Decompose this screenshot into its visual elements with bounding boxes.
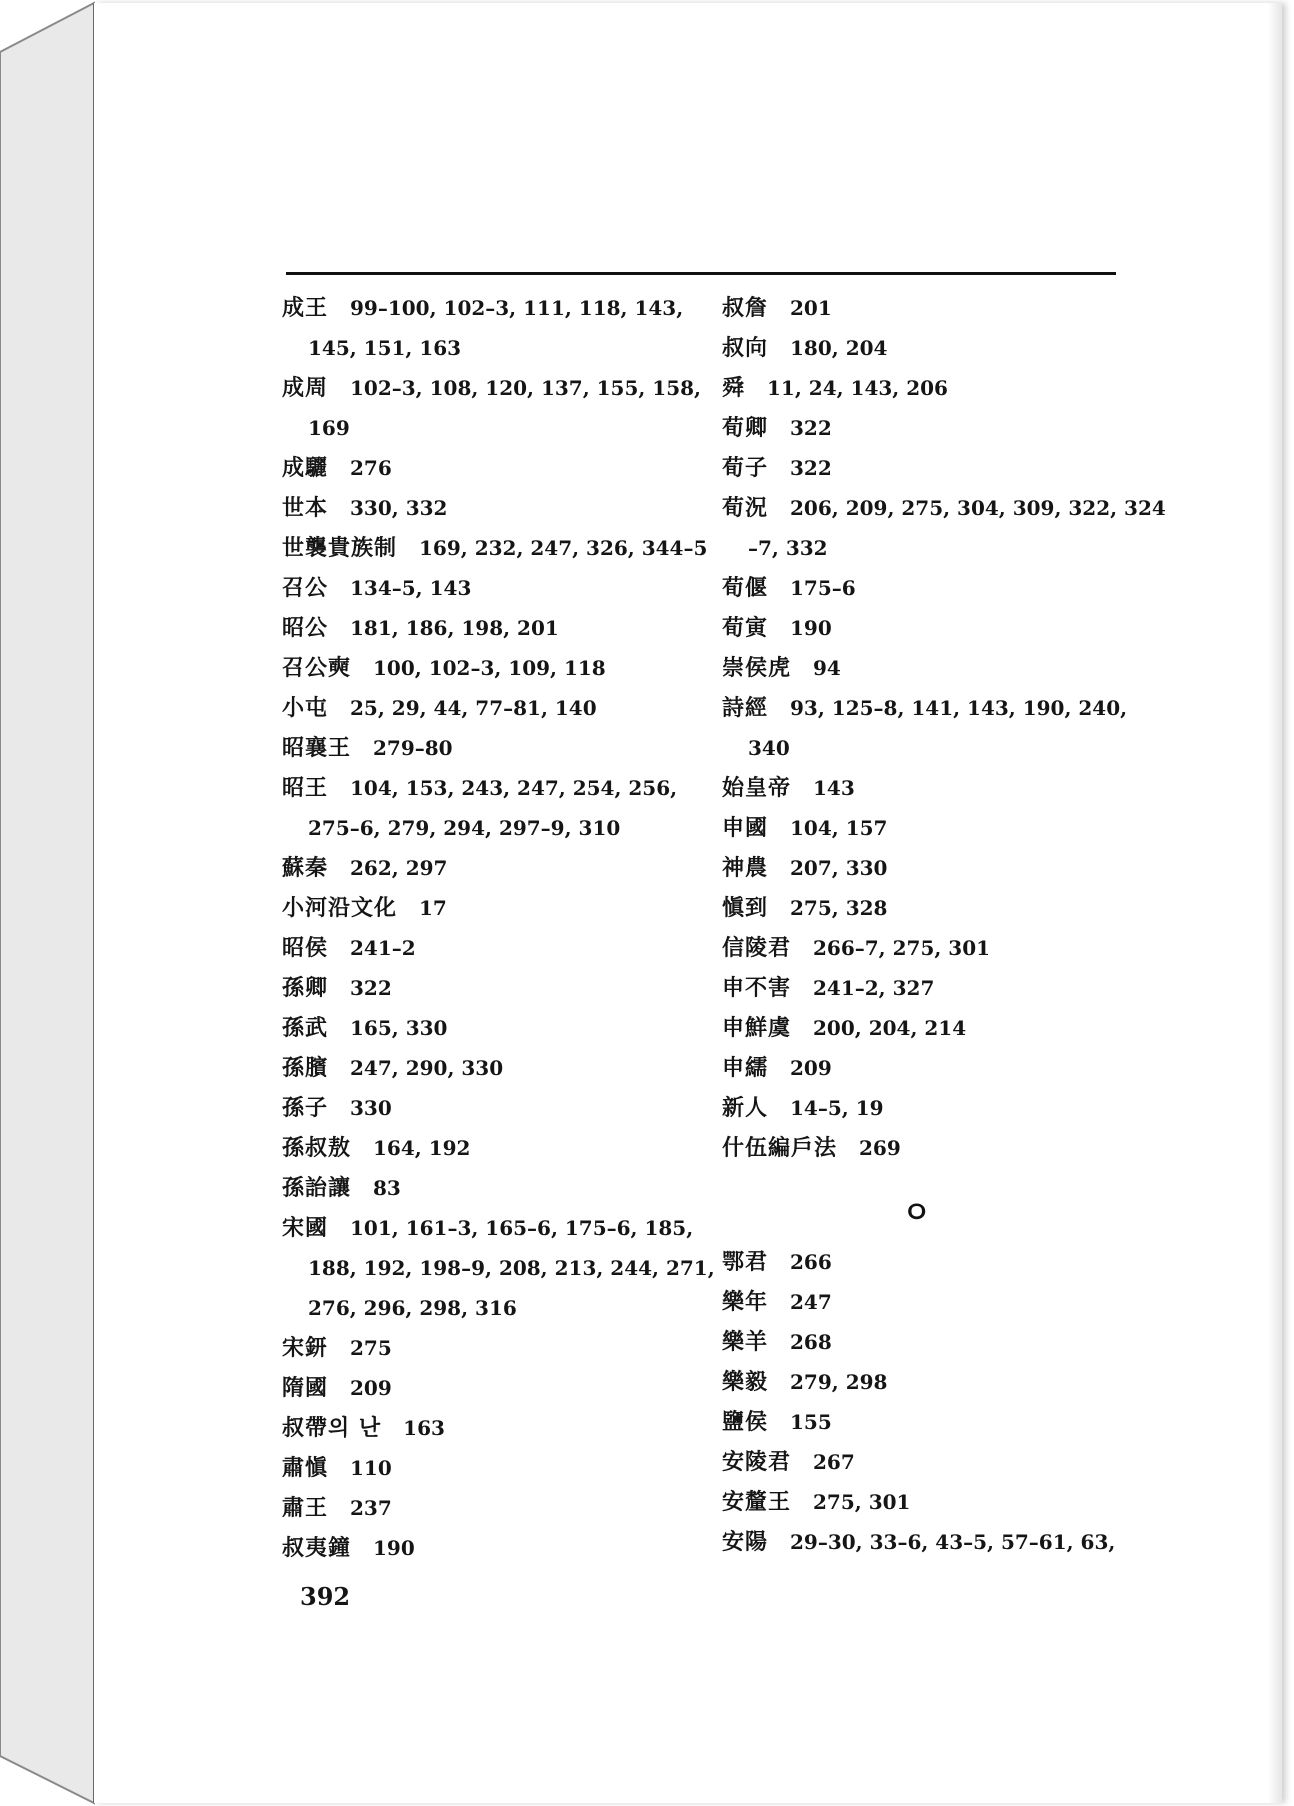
index-term: 詩經 xyxy=(722,695,769,721)
index-pages: 340 xyxy=(748,736,790,760)
index-pages: 247 xyxy=(790,1290,832,1314)
index-term: 召公 xyxy=(282,575,329,601)
index-term: 樂年 xyxy=(722,1289,769,1315)
index-term: 鹽侯 xyxy=(722,1409,769,1435)
section-marker: ㅇ xyxy=(902,1196,931,1231)
index-term: 孫卿 xyxy=(282,975,329,1001)
index-pages: 279–80 xyxy=(373,736,453,760)
index-term: 荀況 xyxy=(722,495,769,521)
index-term: 叔夷鐘 xyxy=(282,1535,352,1561)
index-column-right xyxy=(722,288,1166,1562)
page-number: 392 xyxy=(300,1582,351,1611)
index-term: 叔帶의 난 xyxy=(282,1415,382,1441)
index-entry xyxy=(722,368,1142,408)
index-pages: 110 xyxy=(350,1456,392,1480)
index-pages: 180, 204 xyxy=(790,336,888,360)
index-entry xyxy=(722,1322,1142,1362)
index-entry xyxy=(282,1488,702,1528)
index-pages: 209 xyxy=(790,1056,832,1080)
index-entry-continuation xyxy=(282,1248,715,1288)
index-term: 愼到 xyxy=(722,895,769,921)
index-term: 鄂君 xyxy=(722,1249,769,1275)
index-term: 成周 xyxy=(282,375,329,401)
index-entry xyxy=(282,688,702,728)
header-rule xyxy=(286,272,1116,275)
index-entry xyxy=(722,1048,1142,1088)
index-entry xyxy=(282,1328,702,1368)
index-term: 成王 xyxy=(282,295,329,321)
index-pages: 266 xyxy=(790,1250,832,1274)
page-edge xyxy=(1268,3,1282,1803)
index-pages: 279, 298 xyxy=(790,1370,888,1394)
index-pages: 175–6 xyxy=(790,576,856,600)
index-pages: 143 xyxy=(813,776,855,800)
index-pages: 241–2 xyxy=(350,936,416,960)
index-entry xyxy=(282,288,702,328)
index-term: 宋鈃 xyxy=(282,1335,329,1361)
index-pages: 268 xyxy=(790,1330,832,1354)
index-entry xyxy=(282,928,702,968)
index-term: 孫武 xyxy=(282,1015,329,1041)
index-entry xyxy=(722,1442,1142,1482)
index-entry-continuation xyxy=(282,408,702,448)
index-term: 荀偃 xyxy=(722,575,769,601)
index-entry xyxy=(282,648,702,688)
index-entry xyxy=(722,1522,1142,1562)
index-entry-continuation xyxy=(722,728,1142,768)
index-term: 肅王 xyxy=(282,1495,329,1521)
index-entry xyxy=(722,688,1142,728)
index-entry xyxy=(722,1008,1142,1048)
index-entry xyxy=(722,648,1142,688)
index-entry xyxy=(722,1128,1142,1168)
index-entry xyxy=(282,888,702,928)
index-term: 叔詹 xyxy=(722,295,769,321)
index-entry xyxy=(722,1362,1142,1402)
index-pages: 262, 297 xyxy=(350,856,448,880)
index-pages: 181, 186, 198, 201 xyxy=(350,616,559,640)
index-term: 召公奭 xyxy=(282,655,352,681)
index-term: 什伍編戶法 xyxy=(722,1135,838,1161)
index-term: 舜 xyxy=(722,375,746,401)
index-entry xyxy=(282,1408,702,1448)
index-pages: 275, 301 xyxy=(813,1490,911,1514)
index-pages: 99–100, 102–3, 111, 118, 143, xyxy=(350,296,684,320)
index-pages: 275, 328 xyxy=(790,896,888,920)
index-pages: 29–30, 33–6, 43–5, 57–61, 63, xyxy=(790,1530,1116,1554)
index-pages: 169, 232, 247, 326, 344–5 xyxy=(419,536,708,560)
index-entry xyxy=(282,1368,702,1408)
index-pages: 14–5, 19 xyxy=(790,1096,884,1120)
index-term: 申繻 xyxy=(722,1055,769,1081)
index-pages: 102–3, 108, 120, 137, 155, 158, xyxy=(350,376,702,400)
index-group-right-bottom xyxy=(722,1242,1142,1562)
index-pages: 237 xyxy=(350,1496,392,1520)
index-term: 成驪 xyxy=(282,455,329,481)
index-entry xyxy=(282,1088,702,1128)
index-entry xyxy=(282,1048,702,1088)
index-pages: 134–5, 143 xyxy=(350,576,472,600)
index-pages: 267 xyxy=(813,1450,855,1474)
index-pages: 190 xyxy=(790,616,832,640)
index-term: 孫子 xyxy=(282,1095,329,1121)
index-entry xyxy=(722,928,1142,968)
index-pages: 201 xyxy=(790,296,832,320)
index-pages: 276, 296, 298, 316 xyxy=(308,1296,517,1320)
index-pages: 275 xyxy=(350,1336,392,1360)
index-term: 申國 xyxy=(722,815,769,841)
index-pages: 275–6, 279, 294, 297–9, 310 xyxy=(308,816,621,840)
index-pages: 93, 125–8, 141, 143, 190, 240, xyxy=(790,696,1128,720)
index-term: 荀卿 xyxy=(722,415,769,441)
index-pages: –7, 332 xyxy=(748,536,828,560)
index-term: 宋國 xyxy=(282,1215,329,1241)
index-pages: 190 xyxy=(373,1536,415,1560)
index-pages: 25, 29, 44, 77–81, 140 xyxy=(350,696,597,720)
index-entry xyxy=(282,1128,702,1168)
index-pages: 322 xyxy=(350,976,392,1000)
index-pages: 266–7, 275, 301 xyxy=(813,936,991,960)
index-entry xyxy=(722,808,1142,848)
index-pages: 207, 330 xyxy=(790,856,888,880)
index-entry xyxy=(722,1282,1142,1322)
index-term: 樂羊 xyxy=(722,1329,769,1355)
index-term: 荀寅 xyxy=(722,615,769,641)
index-term: 荀子 xyxy=(722,455,769,481)
index-term: 崇侯虎 xyxy=(722,655,792,681)
index-pages: 322 xyxy=(790,456,832,480)
index-entry xyxy=(282,1168,702,1208)
index-entry xyxy=(282,488,702,528)
index-pages: 206, 209, 275, 304, 309, 322, 324 xyxy=(790,496,1166,520)
index-term: 申鮮虞 xyxy=(722,1015,792,1041)
index-term: 隋國 xyxy=(282,1375,329,1401)
index-pages: 164, 192 xyxy=(373,1136,471,1160)
index-term: 申不害 xyxy=(722,975,792,1001)
index-term: 孫臏 xyxy=(282,1055,329,1081)
index-term: 樂毅 xyxy=(722,1369,769,1395)
index-entry xyxy=(282,528,708,568)
index-pages: 83 xyxy=(373,1176,401,1200)
index-term: 肅愼 xyxy=(282,1455,329,1481)
index-entry xyxy=(282,368,702,408)
index-entry xyxy=(722,568,1142,608)
index-entry xyxy=(282,1528,702,1568)
index-entry xyxy=(722,888,1142,928)
index-entry-continuation xyxy=(282,1288,702,1328)
index-entry xyxy=(282,1448,702,1488)
index-entry xyxy=(722,1242,1142,1282)
index-term: 安陵君 xyxy=(722,1449,792,1475)
index-term: 孫叔敖 xyxy=(282,1135,352,1161)
index-entry-continuation xyxy=(282,328,702,368)
index-entry xyxy=(722,768,1142,808)
index-pages: 155 xyxy=(790,1410,832,1434)
index-term: 孫詒讓 xyxy=(282,1175,352,1201)
index-term: 昭公 xyxy=(282,615,329,641)
index-pages: 163 xyxy=(403,1416,445,1440)
index-entry xyxy=(282,968,702,1008)
index-term: 世襲貴族制 xyxy=(282,535,398,561)
index-entry xyxy=(282,448,702,488)
index-group-right-top xyxy=(722,288,1166,1168)
index-pages: 241–2, 327 xyxy=(813,976,935,1000)
index-entry xyxy=(722,608,1142,648)
index-term: 世本 xyxy=(282,495,329,521)
index-entry xyxy=(722,1088,1142,1128)
index-pages: 11, 24, 143, 206 xyxy=(767,376,948,400)
index-pages: 322 xyxy=(790,416,832,440)
index-term: 小屯 xyxy=(282,695,329,721)
index-term: 安釐王 xyxy=(722,1489,792,1515)
index-term: 蘇秦 xyxy=(282,855,329,881)
index-entry xyxy=(282,768,702,808)
index-entry xyxy=(282,1208,702,1248)
index-pages: 276 xyxy=(350,456,392,480)
index-pages: 200, 204, 214 xyxy=(813,1016,967,1040)
index-term: 始皇帝 xyxy=(722,775,792,801)
index-pages: 209 xyxy=(350,1376,392,1400)
index-entry xyxy=(722,1482,1142,1522)
index-pages: 94 xyxy=(813,656,841,680)
index-entry xyxy=(722,488,1166,528)
index-entry xyxy=(282,608,702,648)
index-pages: 101, 161–3, 165–6, 175–6, 185, xyxy=(350,1216,694,1240)
index-pages: 169 xyxy=(308,416,350,440)
index-pages: 165, 330 xyxy=(350,1016,448,1040)
index-pages: 330, 332 xyxy=(350,496,448,520)
index-pages: 100, 102–3, 109, 118 xyxy=(373,656,606,680)
index-entry xyxy=(722,968,1142,1008)
index-pages: 330 xyxy=(350,1096,392,1120)
index-pages: 104, 157 xyxy=(790,816,888,840)
index-pages: 247, 290, 330 xyxy=(350,1056,504,1080)
index-term: 信陵君 xyxy=(722,935,792,961)
index-entry xyxy=(282,728,702,768)
index-entry xyxy=(722,1402,1142,1442)
index-term: 神農 xyxy=(722,855,769,881)
index-entry xyxy=(282,568,702,608)
index-entry xyxy=(282,848,702,888)
index-pages: 188, 192, 198–9, 208, 213, 244, 271, xyxy=(308,1256,715,1280)
index-column-left xyxy=(282,288,715,1568)
index-entry xyxy=(722,288,1142,328)
index-term: 安陽 xyxy=(722,1529,769,1555)
index-term: 昭王 xyxy=(282,775,329,801)
index-term: 小河沿文化 xyxy=(282,895,398,921)
index-entry xyxy=(282,1008,702,1048)
index-term: 昭襄王 xyxy=(282,735,352,761)
index-entry-continuation xyxy=(282,808,702,848)
index-term: 叔向 xyxy=(722,335,769,361)
index-pages: 145, 151, 163 xyxy=(308,336,462,360)
index-term: 新人 xyxy=(722,1095,769,1121)
index-pages: 104, 153, 243, 247, 254, 256, xyxy=(350,776,678,800)
index-entry xyxy=(722,328,1142,368)
index-entry-continuation xyxy=(722,528,1142,568)
index-entry xyxy=(722,848,1142,888)
index-entry xyxy=(722,408,1142,448)
index-term: 昭侯 xyxy=(282,935,329,961)
index-entry xyxy=(722,448,1142,488)
index-pages: 17 xyxy=(419,896,447,920)
index-pages: 269 xyxy=(859,1136,901,1160)
